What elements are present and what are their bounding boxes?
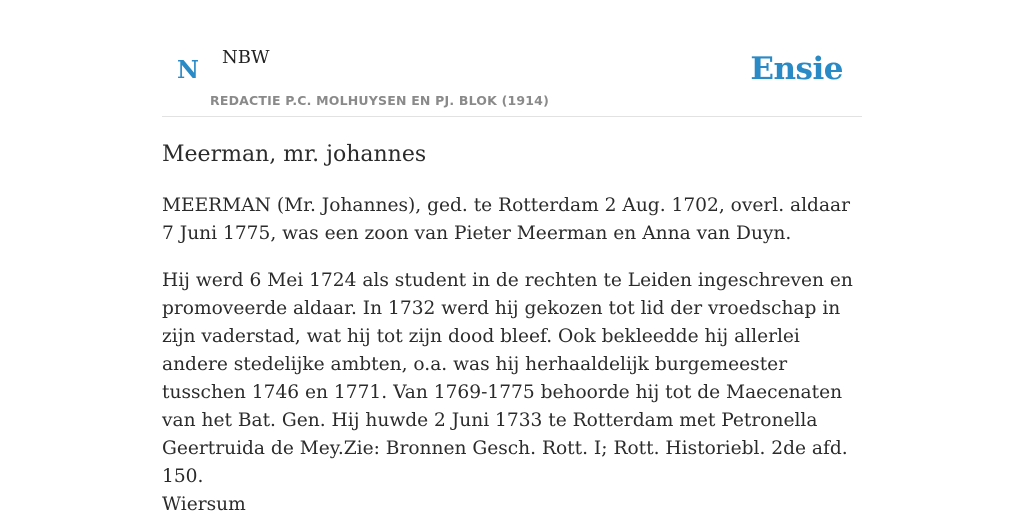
- book-logo-icon[interactable]: N: [177, 55, 199, 84]
- article-paragraph: Hij werd 6 Mei 1724 als student in de rechten te Leiden ingeschreven en promoveerde aldaar. In 1732 werd hij gekozen tot lid der vroedschap in zijn vaderstad, wat hij tot zijn dood bleef. Ook bekleedde hij allerlei andere stedelijke ambten, o.a. was hij herhaaldelijk burgemeester tusschen 1746 en 1771. Van 1769-1775 behoorde hij tot de Maecenaten van het Bat. Gen. Hij huwde 2 Juni 1733 te Rotterdam met Petronella Geertruida de Mey.Zie: Bronnen Gesch. Rott. I; Rott. Historiebl. 2de afd. 150.: [162, 270, 853, 487]
- book-editors: REDACTIE P.C. MOLHUYSEN EN PJ. BLOK (1914): [210, 93, 549, 108]
- ensie-logo[interactable]: Ensie: [750, 51, 843, 87]
- page-title: Meerman, mr. johannes: [162, 142, 427, 167]
- page: [162, 0, 862, 512]
- book-code[interactable]: NBW: [222, 47, 270, 68]
- article-paragraph: MEERMAN (Mr. Johannes), ged. te Rotterdam 2 Aug. 1702, overl. aldaar 7 Juni 1775, was een zoon van Pieter Meerman en Anna van Duyn.: [162, 195, 851, 244]
- article-author: Wiersum: [162, 494, 246, 512]
- header: [162, 0, 862, 117]
- article-body: [162, 192, 862, 510]
